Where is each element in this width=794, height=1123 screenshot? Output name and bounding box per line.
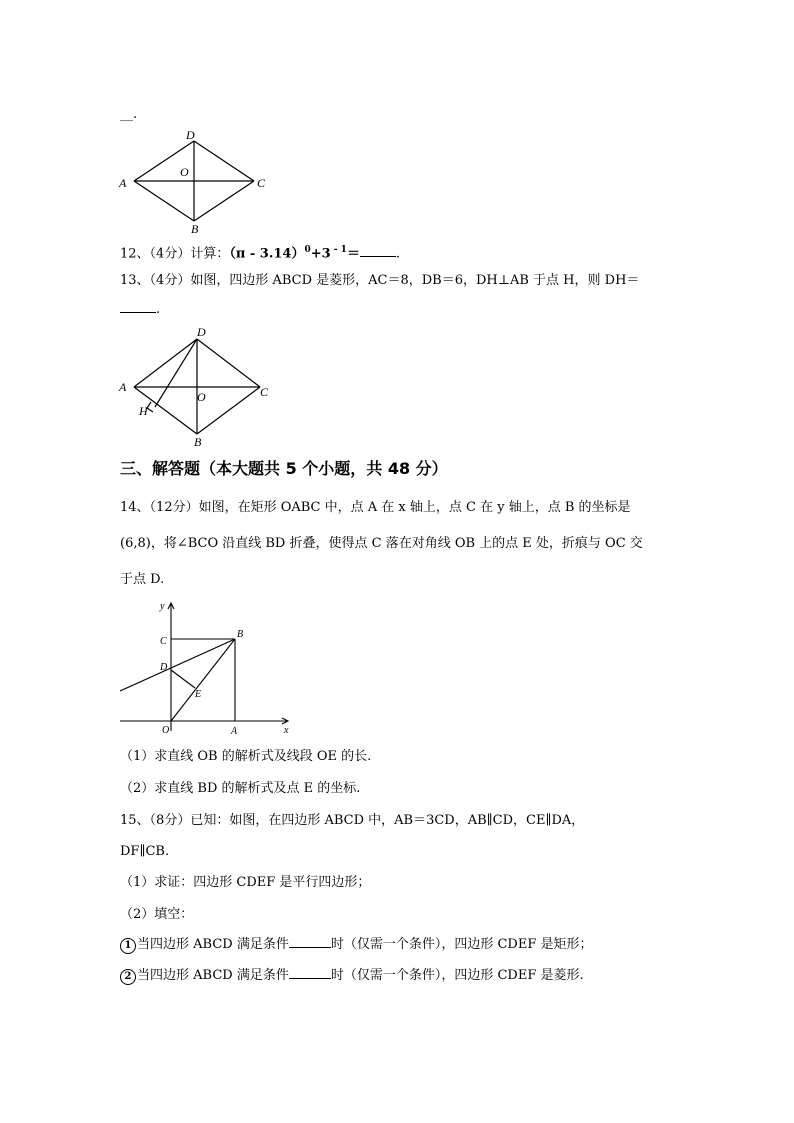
label-O: O (197, 390, 206, 404)
item2-text-a: 当四边形 ABCD 满足条件 (137, 968, 289, 983)
q12-answer-blank[interactable] (360, 256, 396, 257)
q12-number: 12、（4分）计算： (120, 246, 230, 262)
question-12 (120, 241, 400, 263)
label-B: B (194, 435, 202, 449)
coordinate-figure-q14 (120, 597, 295, 739)
label-E: E (195, 689, 202, 700)
q12-end: . (395, 246, 401, 262)
question-15-item2 (120, 967, 584, 985)
question-13-line1: 13、（4分）如图，四边形 ABCD 是菱形，AC＝8，DB＝6，DH⊥AB 于点 H，则 DH＝ (120, 273, 640, 288)
rhombus-figure-q11 (115, 125, 275, 235)
section-3-heading: 三、解答题（本大题共 5 个小题，共 48 分） (120, 459, 448, 478)
circled-number-1-icon (120, 938, 136, 954)
item2-mark: 2 (124, 971, 132, 982)
q13-answer-blank[interactable] (120, 312, 156, 313)
label-B: B (191, 222, 199, 235)
question-15-sub1: （1）求证：四边形 CDEF 是平行四边形； (120, 875, 371, 890)
question-14-line1: 14、（12分）如图，在矩形 OABC 中，点 A 在 x 轴上，点 C 在 y 轴上，点 B 的坐标是 (120, 500, 631, 515)
rhombus-figure-q13 (115, 322, 275, 450)
label-A: A (119, 380, 127, 394)
item2-answer-blank[interactable] (289, 978, 331, 979)
question-15-line1: 15、（8分）已知：如图，在四边形 ABCD 中，AB＝3CD，AB∥CD，CE∥DA， (120, 813, 585, 828)
previous-question-tail: __. (120, 107, 138, 122)
label-D: D (160, 662, 168, 673)
label-D: D (186, 128, 195, 142)
question-15-sub2: （2）填空： (120, 907, 194, 922)
item1-mark: 1 (124, 940, 132, 951)
question-14-sub1: （1）求直线 OB 的解析式及线段 OE 的长. (120, 749, 372, 764)
question-15-line2: DF∥CB. (120, 844, 170, 859)
q12-expression-a: （π - 3.14） (229, 246, 305, 262)
question-14-line2: (6,8)，将∠BCO 沿直线 BD 折叠，使得点 C 落在对角线 OB 上的点 E 处，折痕与 OC 交 (120, 536, 643, 551)
label-x: x (284, 725, 289, 736)
question-13-line2 (120, 301, 160, 319)
question-14-line3: 于点 D. (120, 572, 165, 587)
label-C: C (260, 385, 269, 399)
circled-number-2-icon (120, 969, 136, 985)
label-D: D (197, 325, 206, 339)
label-C: C (160, 636, 167, 647)
label-A: A (231, 726, 238, 737)
label-O: O (180, 165, 189, 179)
item1-text-b: 时（仅需一个条件），四边形 CDEF 是矩形； (330, 937, 593, 952)
q12-plus-3: +3 (310, 246, 331, 262)
label-B: B (237, 629, 244, 640)
label-O: O (162, 725, 170, 736)
q13-end: . (156, 302, 161, 317)
label-y: y (160, 601, 165, 612)
label-C: C (257, 176, 266, 190)
q12-equals: ＝ (346, 246, 360, 262)
item2-text-b: 时（仅需一个条件），四边形 CDEF 是菱形. (330, 968, 584, 983)
question-15-item1 (120, 936, 592, 954)
q12-exponent-0: 0 (304, 245, 311, 255)
label-H: H (139, 404, 148, 418)
item1-text-a: 当四边形 ABCD 满足条件 (137, 937, 289, 952)
item1-answer-blank[interactable] (289, 947, 331, 948)
q12-exponent-neg1: - 1 (330, 245, 347, 255)
question-14-sub2: （2）求直线 BD 的解析式及点 E 的坐标. (120, 781, 361, 796)
label-A: A (119, 176, 127, 190)
